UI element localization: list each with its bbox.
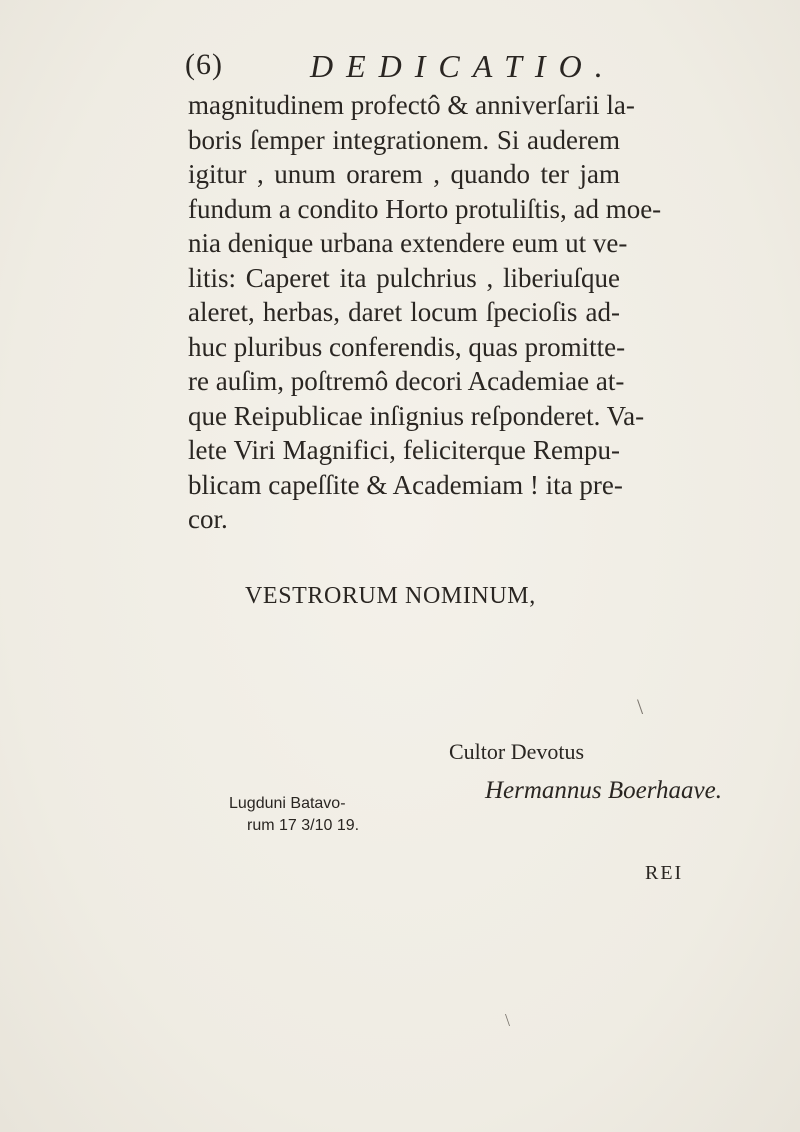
closing-salutation: VESTRORUM NOMINUM, bbox=[245, 583, 536, 609]
text-line: blicam capeſſite & Academiam ! ita pre- bbox=[188, 469, 623, 500]
text-line: aleret, herbas, daret locum ſpecioſis ad- bbox=[188, 297, 620, 327]
text-line: litis: Caperet ita pulchrius , liberiuſque bbox=[188, 262, 620, 293]
ink-mark-icon: \ bbox=[505, 1010, 511, 1030]
text-line: igitur , unum orarem , quando ter jam bbox=[188, 159, 620, 189]
text-line: que Reipublicae inſignius reſponderet. Va- bbox=[188, 400, 645, 431]
text-line: cor. bbox=[188, 504, 228, 534]
text-line: magnitudinem profectô & anniverſarii la- bbox=[188, 90, 635, 120]
text-line: re auſim, poſtremô decori Academiae at- bbox=[188, 366, 625, 396]
text-line: nia denique urbana extendere eum ut ve- bbox=[188, 228, 628, 258]
page-number: (6) bbox=[185, 48, 223, 81]
imprint bbox=[229, 793, 359, 837]
imprint-place: Lugduni Batavo- bbox=[229, 795, 346, 812]
text-line: lete Viri Magnifici, feliciterque Rempu- bbox=[188, 435, 620, 465]
text-line: boris ſemper integrationem. Si auderem bbox=[188, 124, 620, 155]
catchword: REI bbox=[645, 862, 684, 884]
running-title: DEDICATIO. bbox=[310, 48, 616, 84]
signature-author: Hermannus Boerhaave. bbox=[485, 777, 722, 804]
text-line: fundum a condito Horto protuliſtis, ad moe- bbox=[188, 193, 662, 224]
signature-cultor: Cultor Devotus bbox=[449, 739, 585, 764]
text-line: huc pluribus conferendis, quas promitte- bbox=[188, 331, 626, 362]
imprint-year: rum 17 3/10 19. bbox=[247, 817, 360, 834]
page-header bbox=[185, 48, 665, 88]
dedication-text bbox=[188, 88, 662, 537]
ink-mark-icon: \ bbox=[637, 694, 644, 719]
